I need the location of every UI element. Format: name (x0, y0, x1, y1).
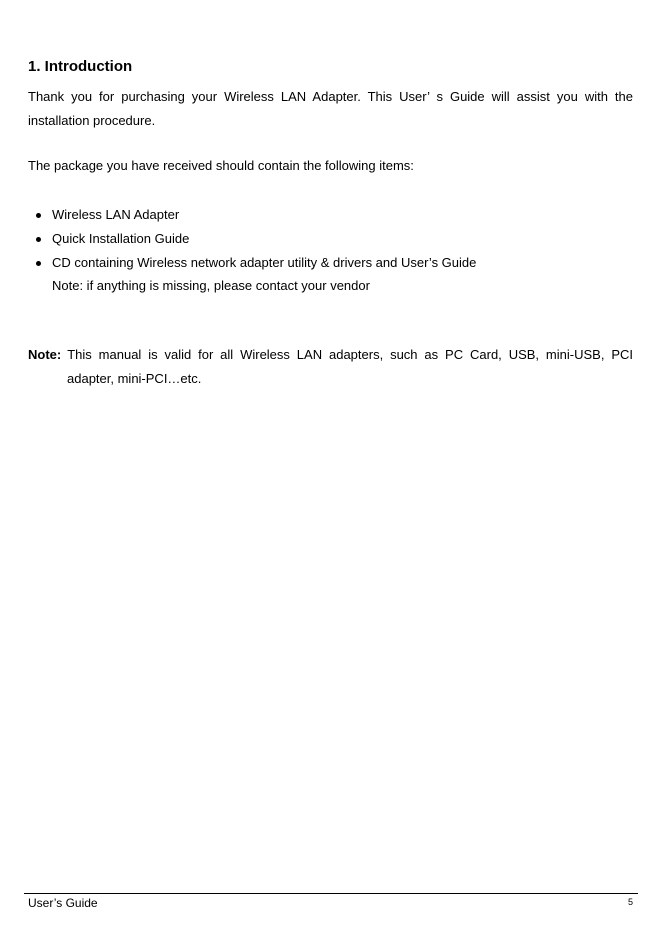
footer-title: User’s Guide (28, 896, 98, 910)
intro-line-1: Thank you for purchasing your Wireless LAN Adapter. This User’ s Guide will assist you with the (28, 89, 633, 104)
list-item-label: CD containing Wireless network adapter utility & drivers and User’s Guide (52, 255, 477, 270)
intro-paragraph (28, 85, 633, 133)
page-number: 5 (627, 897, 633, 907)
bullet-icon (36, 213, 41, 218)
list-item (28, 251, 633, 275)
manual-note-line-1 (28, 343, 633, 367)
intro-line-2: installation procedure. (28, 113, 156, 128)
package-contents-text: The package you have received should contain the following items: (28, 158, 414, 173)
footer-divider (24, 893, 638, 894)
bullet-icon (36, 237, 41, 242)
bullet-icon (36, 261, 41, 266)
list-item (28, 203, 633, 227)
vendor-note: Note: if anything is missing, please contact your vendor (52, 278, 370, 293)
manual-note-text: This manual is valid for all Wireless LAN adapters, such as PC Card, USB, mini-USB, PCI (67, 347, 633, 362)
note-label: Note: (28, 347, 62, 362)
list-item-label: Wireless LAN Adapter (52, 207, 180, 222)
package-items-list (28, 203, 633, 275)
list-item-label: Quick Installation Guide (52, 231, 190, 246)
manual-note (28, 343, 633, 391)
section-heading: 1. Introduction (28, 58, 133, 75)
manual-note-line-2: adapter, mini-PCI…etc. (67, 371, 202, 386)
list-item (28, 227, 633, 251)
